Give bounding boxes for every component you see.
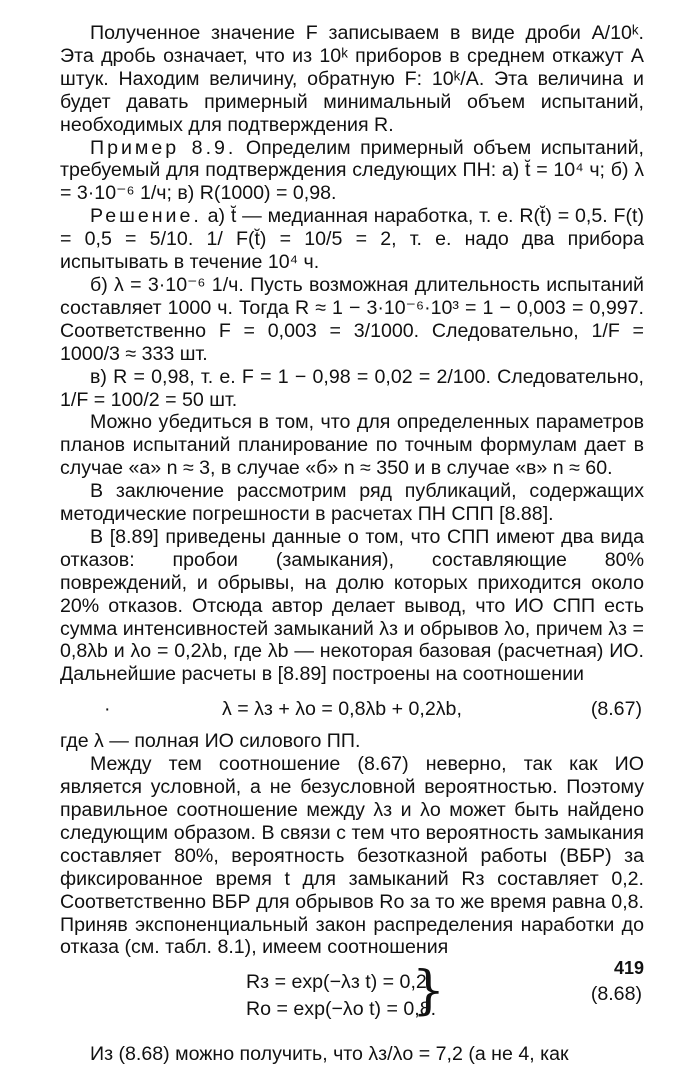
paragraph-exact-formulas: Можно убедиться в том, что для определенных параметров планов испытаний планирование по точным формулам дает в случае «а» n ≈ 3, в случае «б» n ≈ 350 и в случае «в» n ≈ 60.	[60, 411, 644, 480]
paragraph-publication: В [8.89] приведены данные о том, что СПП имеют два вида отказов: пробои (замыкания), составляющие 80% повреждений, и обрывы, на долю которых приходится около 20% отказов. Отсюда автор делает вывод, что ИО СПП есть сумма интенсивностей замыканий λз и обрывов λо, причем λз = 0,8λb и λо = 0,2λb, где λb — некоторая базовая (расчетная) ИО. Дальнейшие расчеты в [8.89] построены на соотношении	[60, 525, 644, 686]
paragraph-intro: Полученное значение F записываем в виде дроби A/10ᵏ. Эта дробь означает, что из 10ᵏ приборов в среднем откажут A штук. Находим величину, обратную F: 10ᵏ/A. Эта величина и будет давать примерный минимальный объем испытаний, необходимых для подтверждения R.	[60, 22, 644, 136]
paragraph-solution-b: б) λ = 3·10⁻⁶ 1/ч. Пусть возможная длительность испытаний составляет 1000 ч. Тогда R ≈ 1 − 3·10⁻⁶·10³ = 1 − 0,003 = 0,997. Соответственно F = 0,003 = 3/1000. Следовательно, 1/F = 1000/3 ≈ 333 шт.	[60, 273, 644, 365]
paragraph-final: Из (8.68) можно получить, что λз/λо = 7,2 (а не 4, как	[90, 1043, 569, 1066]
page-number: 419	[613, 958, 644, 978]
equation-8-67-number: (8.67)	[590, 698, 642, 721]
equation-8-67	[60, 692, 644, 726]
right-brace: }	[412, 961, 446, 1022]
example-text: Определим примерный объем испытаний, требуемый для подтверждения следующих ПН: а) t̆ = 10⁴ ч; б) λ = 3·10⁻⁶ 1/ч; в) R(1000) = 0,98.	[60, 136, 644, 205]
equation-8-68-rows	[246, 969, 436, 1023]
solution-label: Решение.	[90, 205, 202, 228]
equation-marker: ·	[104, 698, 111, 721]
paragraph-example	[60, 137, 644, 206]
page-body-text	[60, 22, 644, 1066]
example-label: Пример 8.9.	[90, 136, 237, 159]
equation-8-68-row-1: Rз = exp(−λз t) = 0,2;	[246, 971, 433, 994]
solution-a-text: а) t̆ — медианная наработка, т. е. R(t̆) = 0,5. F(t) = 0,5 = 5/10. 1/ F(t̆) = 10/5 = 2, т. е. надо два прибора испытывать в течение 10⁴ ч.	[60, 205, 644, 274]
equation-8-68-row-2: Rо = exp(−λо t) = 0,8.	[246, 998, 437, 1021]
equation-8-68-number: (8.68)	[590, 983, 642, 1006]
paragraph-where: где λ — полная ИО силового ПП.	[60, 730, 361, 753]
paragraph-solution-a	[60, 205, 644, 274]
paragraph-solution-c: в) R = 0,98, т. е. F = 1 − 0,98 = 0,02 = 2/100. Следовательно, 1/F = 100/2 = 50 шт.	[60, 365, 644, 411]
equation-8-68	[60, 961, 644, 1033]
paragraph-conclusion: В заключение рассмотрим ряд публикаций, содержащих методические погрешности в расчетах ПН СПП [8.88].	[60, 480, 644, 526]
paragraph-correction: Между тем соотношение (8.67) неверно, так как ИО является условной, а не безусловной вероятностью. Поэтому правильное соотношение между λз и λо может быть найдено следующим образом. В связи с тем что вероятность замыкания составляет 80%, вероятность безотказной работы (ВБР) за фиксированное время t для замыканий Rз составляет 0,2. Соответственно ВБР для обрывов Rо за то же время равна 0,8. Приняв экспоненциальный закон распределения наработки до отказа (см. табл. 8.1), имеем соотношения	[60, 753, 644, 959]
equation-8-67-formula: λ = λз + λо = 0,8λb + 0,2λb,	[222, 698, 462, 721]
